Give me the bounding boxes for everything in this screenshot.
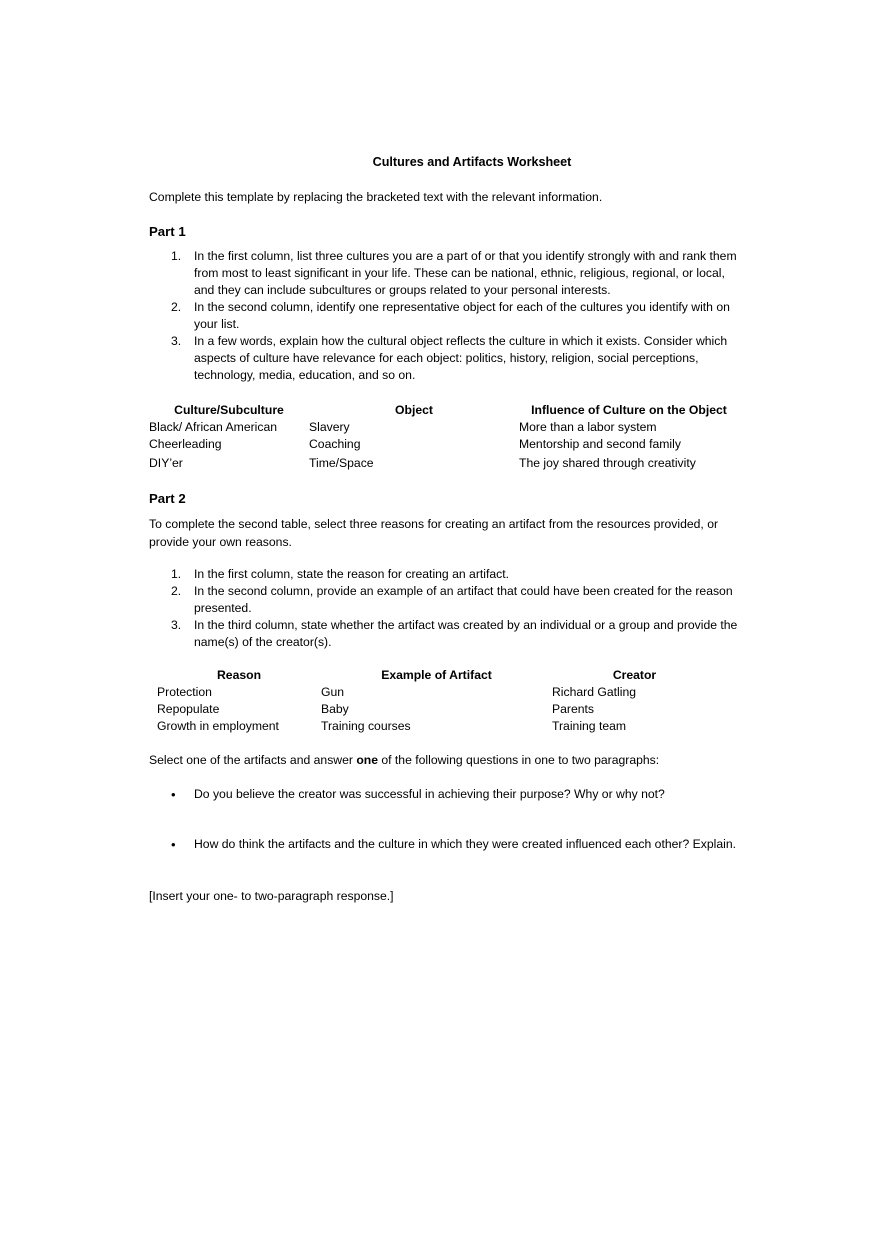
list-item bbox=[149, 836, 739, 853]
table-cell: More than a labor system bbox=[519, 420, 657, 434]
list-number: 3. bbox=[171, 618, 182, 632]
list-item bbox=[149, 333, 739, 384]
table-cell: Mentorship and second family bbox=[519, 437, 681, 451]
table-header-influence: Influence of Culture on the Object bbox=[531, 403, 727, 417]
part1-heading: Part 1 bbox=[149, 224, 186, 239]
table-cell: Black/ African American bbox=[149, 420, 278, 434]
table-cell: Slavery bbox=[309, 420, 350, 434]
table-cell: Baby bbox=[321, 702, 349, 716]
list-number: 2. bbox=[171, 300, 182, 314]
table-header-example: Example of Artifact bbox=[381, 668, 492, 682]
document-title: Cultures and Artifacts Worksheet bbox=[372, 155, 572, 169]
select-instruction bbox=[149, 752, 749, 769]
list-item bbox=[149, 248, 739, 299]
question-list bbox=[149, 786, 739, 803]
table-cell: Protection bbox=[157, 685, 212, 699]
list-item-text: In the first column, list three cultures you are a part of or that you identify strongly with and rank them from most to least significant in your life. These can be national, ethnic, religious, regional, or local, and they can include subcultures or groups related to your personal interests. bbox=[194, 249, 737, 297]
list-item bbox=[149, 617, 739, 651]
list-item-text: In a few words, explain how the cultural object reflects the culture in which it exists. Consider which aspects of culture have relevance for each object: politics, history, religion, social perceptions, technology, media, education, and so on. bbox=[194, 334, 728, 382]
question-list bbox=[149, 836, 739, 853]
table-row bbox=[149, 419, 739, 436]
bullet-icon: • bbox=[171, 787, 176, 802]
table-cell: Repopulate bbox=[157, 702, 220, 716]
list-item bbox=[149, 583, 739, 617]
response-placeholder[interactable]: [Insert your one- to two-paragraph response.] bbox=[149, 889, 394, 903]
table-cell: Coaching bbox=[309, 437, 361, 451]
table-cell: Gun bbox=[321, 685, 345, 699]
table-header-reason: Reason bbox=[216, 668, 262, 682]
select-text-start: Select one of the artifacts and answer bbox=[149, 753, 357, 767]
list-item bbox=[149, 299, 739, 333]
bullet-icon: • bbox=[171, 837, 176, 852]
list-item-text: In the second column, identify one representative object for each of the cultures you identify with on your list. bbox=[194, 300, 730, 331]
table-cell: Growth in employment bbox=[157, 719, 279, 733]
table-cell: Richard Gatling bbox=[552, 685, 636, 699]
table-cell: Training courses bbox=[321, 719, 411, 733]
table-row bbox=[149, 455, 739, 472]
table-row bbox=[157, 718, 717, 735]
culture-table bbox=[149, 402, 739, 472]
part2-instructions bbox=[149, 566, 739, 651]
part1-instructions bbox=[149, 248, 739, 384]
list-number: 3. bbox=[171, 334, 182, 348]
list-item-text: In the first column, state the reason for creating an artifact. bbox=[194, 567, 510, 581]
list-item-text: In the second column, provide an example of an artifact that could have been created for the reason presented. bbox=[194, 584, 733, 615]
list-number: 2. bbox=[171, 584, 182, 598]
table-cell: Training team bbox=[552, 719, 627, 733]
select-text-end: of the following questions in one to two paragraphs: bbox=[377, 753, 660, 767]
table-cell: Cheerleading bbox=[149, 437, 222, 451]
table-cell: Time/Space bbox=[309, 456, 374, 470]
table-header-creator: Creator bbox=[612, 668, 657, 682]
question-text: Do you believe the creator was successful in achieving their purpose? Why or why not? bbox=[194, 787, 665, 801]
table-row bbox=[157, 684, 717, 701]
table-row bbox=[149, 436, 739, 455]
table-header-culture: Culture/Subculture bbox=[174, 403, 284, 417]
list-item bbox=[149, 786, 739, 803]
list-item bbox=[149, 566, 739, 583]
intro-text: Complete this template by replacing the bracketed text with the relevant information. bbox=[149, 190, 603, 204]
part2-heading: Part 2 bbox=[149, 491, 186, 506]
table-row bbox=[157, 701, 717, 718]
select-emphasis: one bbox=[356, 753, 378, 767]
list-item-text: In the third column, state whether the artifact was created by an individual or a group and provide the name(s) of the creator(s). bbox=[194, 618, 738, 649]
table-header-row bbox=[149, 402, 739, 419]
table-cell: The joy shared through creativity bbox=[519, 456, 696, 470]
table-cell: DIY’er bbox=[149, 456, 183, 470]
part2-intro-text: To complete the second table, select three reasons for creating an artifact from the resources provided, or provide your own reasons. bbox=[149, 517, 719, 549]
table-header-object: Object bbox=[395, 403, 433, 417]
artifact-table bbox=[157, 667, 717, 735]
table-cell: Parents bbox=[552, 702, 595, 716]
list-number: 1. bbox=[171, 249, 182, 263]
question-text: How do think the artifacts and the culture in which they were created influenced each other? Explain. bbox=[194, 837, 736, 851]
list-number: 1. bbox=[171, 567, 182, 581]
table-header-row bbox=[157, 667, 717, 684]
